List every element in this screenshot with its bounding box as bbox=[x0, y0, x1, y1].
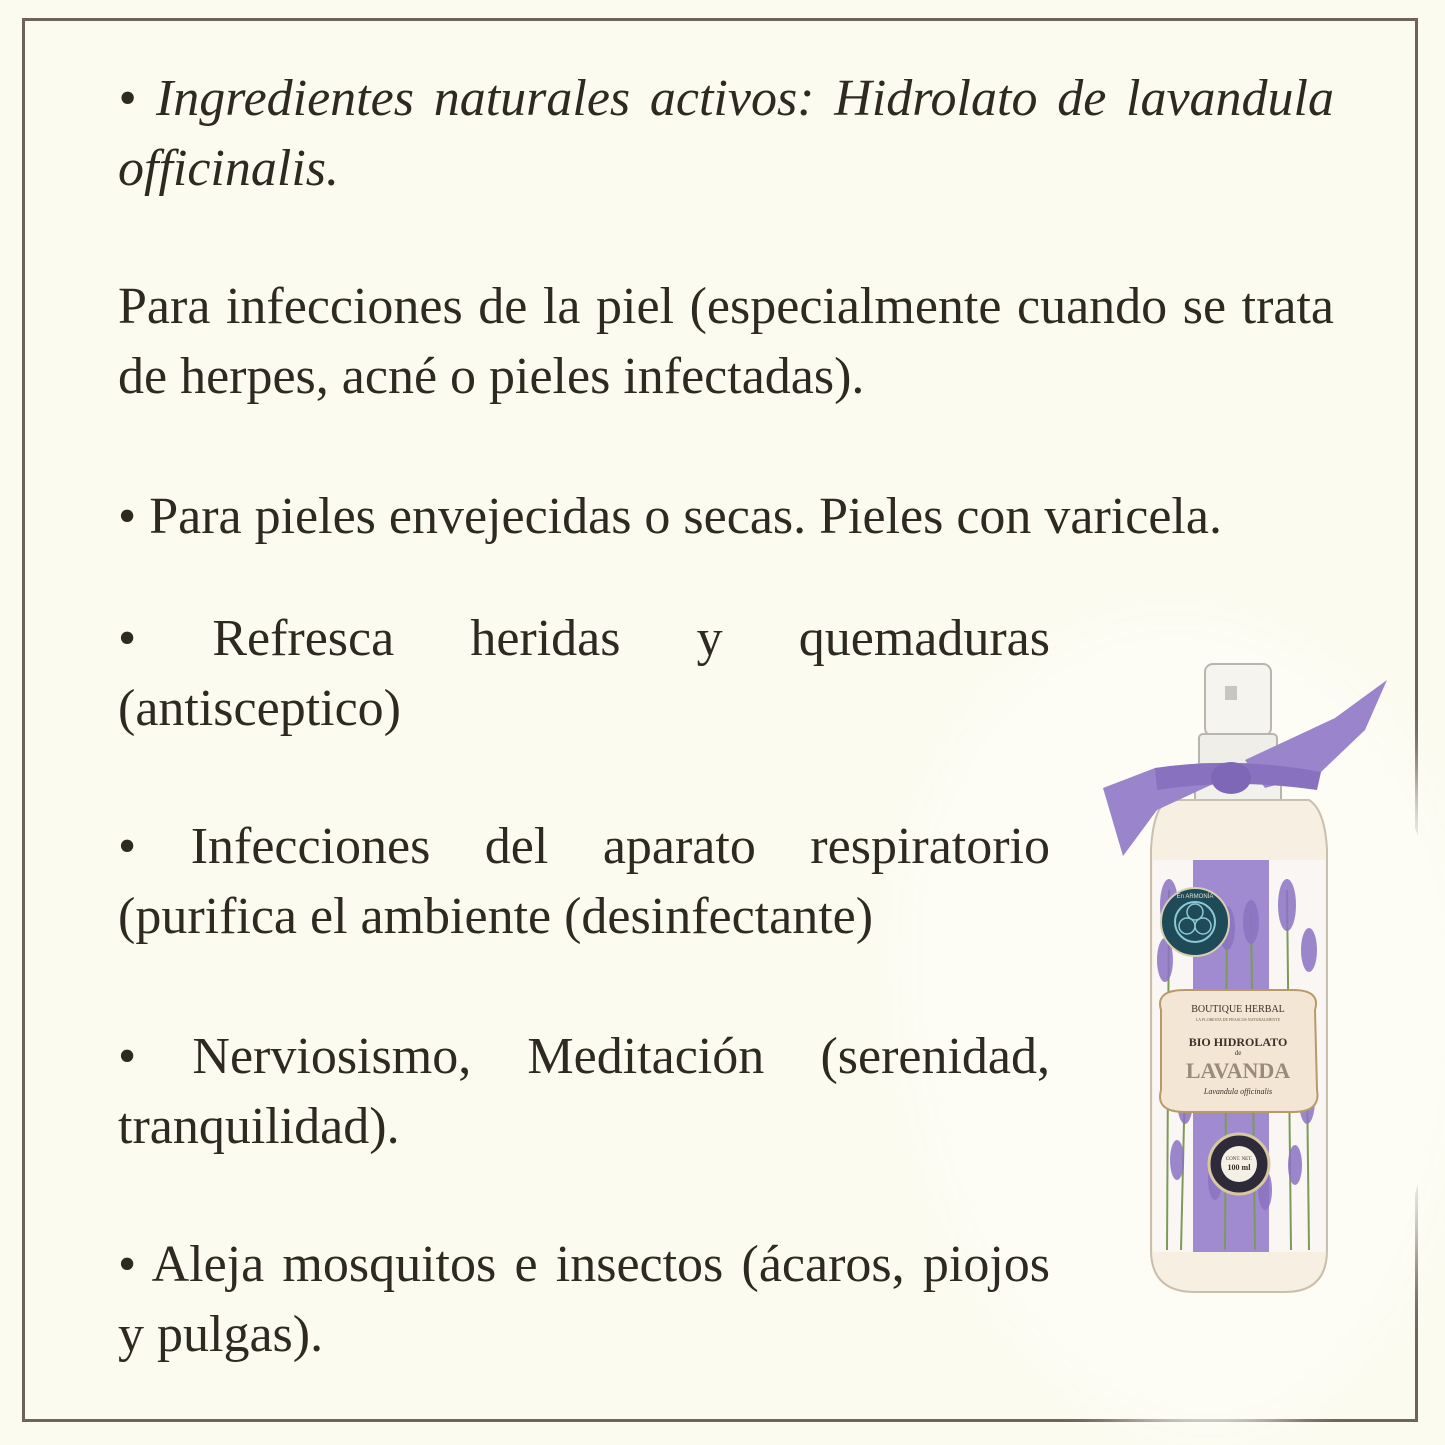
volume-value: 100 ml bbox=[1227, 1163, 1251, 1172]
wounds-paragraph: • Refresca heridas y quemaduras (antisceptico) bbox=[118, 610, 1050, 737]
label-latin: Lavandula officinalis bbox=[1203, 1087, 1273, 1096]
label-name: LAVANDA bbox=[1185, 1058, 1291, 1083]
volume-caption: CONT. NET. bbox=[1225, 1157, 1253, 1162]
product-label bbox=[1160, 990, 1318, 1112]
ingredients-paragraph: • Ingredientes naturales activos: Hidrolato de lavandula officinalis. bbox=[118, 70, 1334, 197]
volume-seal bbox=[1209, 1134, 1269, 1194]
aged-skin-paragraph: • Para pieles envejecidas o secas. Pieles con varicela. bbox=[118, 488, 1222, 545]
insects-paragraph: • Aleja mosquitos e insectos (ácaros, piojos y pulgas). bbox=[118, 1236, 1050, 1363]
nervousness-paragraph: • Nerviosismo, Meditación (serenidad, tranquilidad). bbox=[118, 1028, 1050, 1155]
label-connector: de bbox=[1234, 1049, 1242, 1057]
seal-text: En ARMONÍA bbox=[1176, 894, 1214, 900]
lavender-bottle-illustration bbox=[1095, 660, 1395, 1300]
skin-infections-paragraph: Para infecciones de la piel (especialmente cuando se trata de herpes, acné o pieles infectadas). bbox=[118, 278, 1334, 405]
label-brand: BOUTIQUE HERBAL bbox=[1191, 1004, 1285, 1015]
respiratory-paragraph: • Infecciones del aparato respiratorio (purifica el ambiente (desinfectante) bbox=[118, 818, 1050, 945]
label-brand-tagline: LA FLORESTA DE FRASCOS NATURALMENTE bbox=[1195, 1017, 1281, 1022]
label-product: BIO HIDROLATO bbox=[1188, 1035, 1288, 1049]
harmony-seal bbox=[1161, 888, 1229, 956]
